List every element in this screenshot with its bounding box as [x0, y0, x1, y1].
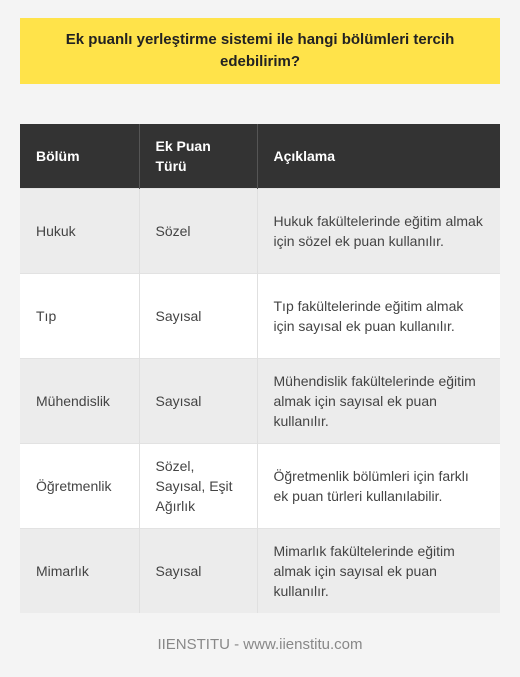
- cell-score-type: Sayısal: [139, 274, 257, 359]
- table-row: [20, 529, 500, 614]
- table-row: [20, 444, 500, 529]
- header-department: Bölüm: [20, 124, 139, 189]
- cell-description: Hukuk fakültelerinde eğitim almak için sözel ek puan kullanılır.: [257, 189, 500, 274]
- cell-score-type: Sayısal: [139, 359, 257, 444]
- cell-department: Mühendislik: [20, 359, 139, 444]
- page-title: Ek puanlı yerleştirme sistemi ile hangi bölümleri tercih edebilirim?: [65, 31, 455, 70]
- header-description: Açıklama: [257, 124, 500, 189]
- cell-department: Mimarlık: [20, 529, 139, 614]
- cell-department: Hukuk: [20, 189, 139, 274]
- cell-score-type: Sözel: [139, 189, 257, 274]
- cell-department: Tıp: [20, 274, 139, 359]
- table-row: [20, 189, 500, 274]
- footer-credit: IIENSTITU - www.iienstitu.com: [157, 636, 363, 653]
- table-row: [20, 274, 500, 359]
- cell-department: Öğretmenlik: [20, 444, 139, 529]
- cell-score-type: Sayısal: [139, 529, 257, 614]
- cell-description: Mimarlık fakültelerinde eğitim almak için sayısal ek puan kullanılır.: [257, 529, 500, 614]
- page-title-banner: [20, 18, 500, 84]
- table-header-row: [20, 124, 500, 189]
- departments-table-container: [20, 124, 500, 613]
- cell-description: Öğretmenlik bölümleri için farklı ek puan türleri kullanılabilir.: [257, 444, 500, 529]
- cell-description: Tıp fakültelerinde eğitim almak için sayısal ek puan kullanılır.: [257, 274, 500, 359]
- table-row: [20, 359, 500, 444]
- cell-description: Mühendislik fakültelerinde eğitim almak için sayısal ek puan kullanılır.: [257, 359, 500, 444]
- header-score-type: Ek Puan Türü: [139, 124, 257, 189]
- departments-table: [20, 124, 500, 613]
- cell-score-type: Sözel, Sayısal, Eşit Ağırlık: [139, 444, 257, 529]
